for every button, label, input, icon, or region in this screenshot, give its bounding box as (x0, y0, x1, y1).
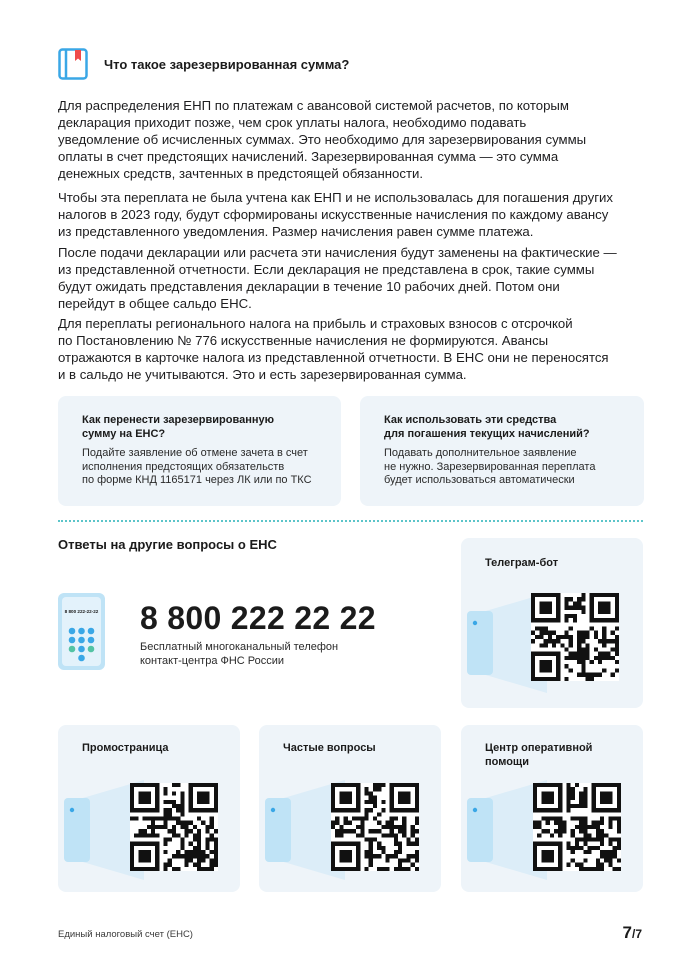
paragraph (58, 189, 648, 240)
paragraph-line: из представленного уведомления. Размер начисления равен сумме платежа. (58, 224, 534, 239)
paragraph-line: декларация приходит позже, чем срок уплаты налога, необходимо подавать (58, 115, 527, 130)
paragraph-line: Чтобы эта переплата не была учтена как ЕНП и не использовалась для погашения других (58, 190, 613, 205)
paragraph-line: и в сальдо не учитываются. Это и есть зарезервированная сумма. (58, 367, 467, 382)
qr-card-help-center[interactable] (461, 725, 643, 892)
qr-card-title-line: Промостраница (82, 742, 169, 754)
qr-card-title-line: Центр оперативной (485, 742, 593, 754)
qr-code (531, 593, 619, 681)
hotline-description-line: Бесплатный многоканальный телефон (140, 641, 339, 653)
paragraph-line: Для распределения ЕНП по платежам с авансовой системой расчетов, по которым (58, 98, 569, 113)
paragraph-line: перейдут в общее сальдо ЕНС. (58, 296, 252, 311)
hotline-description (140, 640, 338, 668)
phone-screen-text: 8 800 222-22-22 (64, 609, 99, 614)
info-card-title-line: Как перенести зарезервированную (82, 414, 275, 426)
info-card-text-line: по форме КНД 1165171 через ЛК или по ТКС (82, 474, 312, 486)
qr-code (533, 783, 621, 871)
qr-code (130, 783, 218, 871)
page-number (623, 923, 642, 943)
paragraph-line: налогов в 2023 году, будут сформированы искусственные начисления по каждому авансу (58, 207, 609, 222)
info-card-usage (360, 396, 644, 506)
qr-card-telegram-bot[interactable] (461, 538, 643, 708)
paragraph-line: Для переплаты регионального налога на прибыль и страховых взносов с отсрочкой (58, 316, 573, 331)
info-card-title-line: для погашения текущих начислений? (384, 428, 590, 440)
paragraph-line: уведомление об исчисленных суммах. Это необходимо для зарезервирования суммы (58, 132, 587, 147)
qr-card-promo-page[interactable] (58, 725, 240, 892)
footer-doc-title: Единый налоговый счет (ЕНС) (58, 929, 193, 940)
info-card-text (384, 447, 622, 488)
info-card-title-line: сумму на ЕНС? (82, 428, 166, 440)
info-card-text (82, 447, 319, 488)
paragraph-line: денежных средств, зачтенных в предстоящей обязанности. (58, 166, 424, 181)
paragraph-line: из представленной отчетности. Если декларация не представлена в срок, такие суммы (58, 262, 595, 277)
info-card-title (82, 413, 319, 441)
paragraph (58, 315, 648, 383)
info-card-text-line: Подавать дополнительное заявление (384, 447, 577, 459)
paragraph-line: После подачи декларации или расчета эти начисления будут заменены на фактические — (58, 245, 617, 260)
book-icon (58, 48, 88, 80)
qr-code (331, 783, 419, 871)
paragraph-line: по Постановлению № 776 искусственные начисления не формируются. Авансы (58, 333, 549, 348)
paragraph-line: будут ожидать представления декларации в течение 10 рабочих дней. Потом они (58, 279, 560, 294)
paragraph (58, 244, 648, 312)
info-card-title-line: Как использовать эти средства (384, 414, 557, 426)
paragraph-line: отражаются в карточке налога из представленной отчетности. В ЕНС они не переносятся (58, 350, 609, 365)
phone-icon (58, 593, 105, 670)
qr-card-title-line: Частые вопросы (283, 742, 376, 754)
info-card-title (384, 413, 622, 441)
paragraph (58, 97, 648, 182)
section-divider (58, 520, 643, 522)
paragraph-line: оплаты в счет предстоящих начислений. Зарезервированная сумма — это сумма (58, 149, 559, 164)
qr-card-title (485, 556, 558, 570)
info-card-text-line: Подайте заявление об отмене зачета в счет (82, 447, 308, 459)
hotline-description-line: контакт-центра ФНС России (140, 655, 285, 667)
qr-card-title (485, 741, 592, 769)
info-card-text-line: не нужно. Зарезервированная переплата (384, 460, 596, 473)
info-card-text-line: будет использоваться автоматически (384, 474, 575, 486)
hotline-number[interactable]: 8 800 222 22 22 (140, 600, 376, 636)
section-title: Что такое зарезервированная сумма? (104, 57, 350, 72)
qr-card-title-line: Телеграм-бот (485, 557, 559, 569)
info-card-text-line: исполнения предстоящих обязательств (82, 460, 285, 473)
page-current: 7 (622, 923, 632, 942)
qr-card-faq[interactable] (259, 725, 441, 892)
qr-card-title (283, 741, 376, 755)
answers-title: Ответы на другие вопросы о ЕНС (58, 537, 277, 552)
page-total: /7 (631, 927, 642, 941)
qr-card-title-line: помощи (485, 756, 529, 768)
qr-card-title (82, 741, 169, 755)
info-card-transfer (58, 396, 341, 506)
